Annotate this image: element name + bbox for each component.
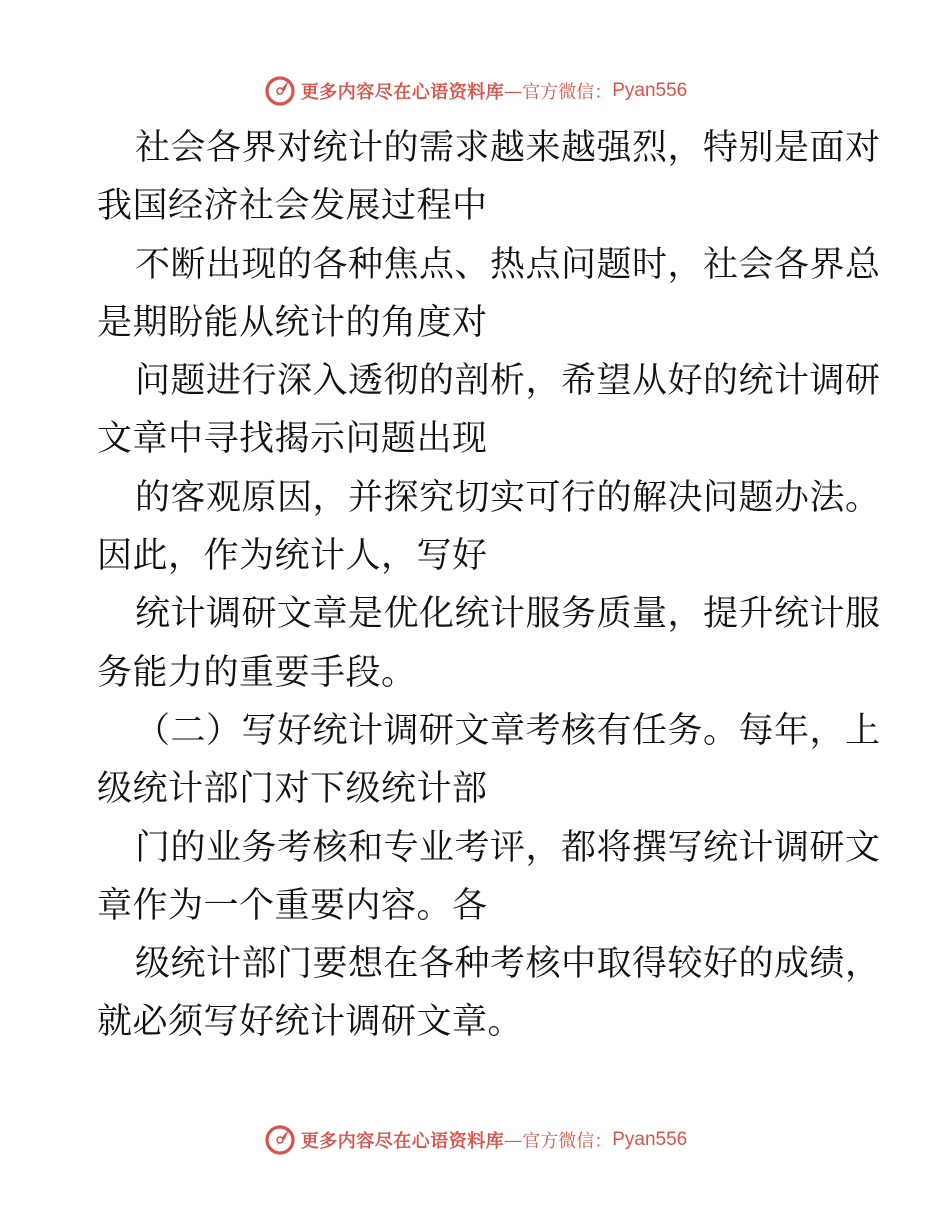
text-line: 级统计部门要想在各种考核中取得较好的成绩， (135, 944, 881, 985)
text-line: 文章中寻找揭示问题出现 (97, 419, 488, 460)
text-line: 问题进行深入透彻的剖析，希望从好的统计调研 (135, 361, 881, 402)
text-line: 门的业务考核和专业考评，都将撰写统计调研文 (135, 827, 881, 868)
footer-banner-separator: — (504, 1129, 523, 1151)
document-body (97, 119, 881, 1052)
text-line: 章作为一个重要内容。各 (97, 885, 488, 926)
text-line: 因此，作为统计人，写好 (97, 536, 488, 577)
text-line: 不断出现的各种焦点、热点问题时，社会各界总 (135, 244, 881, 285)
text-line: 就必须写好统计调研文章。 (97, 1002, 524, 1043)
text-line: 我国经济社会发展过程中 (97, 186, 488, 227)
text-line: 社会各界对统计的需求越来越强烈，特别是面对 (135, 128, 881, 168)
footer-wechat-id: Pyan556 (612, 1129, 688, 1150)
page-header (0, 71, 950, 111)
header-banner-separator: — (504, 80, 523, 102)
text-line: 的客观原因，并探究切实可行的解决问题办法。 (135, 477, 881, 518)
quill-logo-icon (263, 1123, 297, 1157)
page-footer (0, 1120, 950, 1160)
text-line: 务能力的重要手段。 (97, 652, 417, 693)
header-banner-text: 更多内容尽在心语资料库 (300, 82, 505, 103)
quill-logo-icon (263, 74, 297, 108)
header-wechat-id: Pyan556 (612, 80, 688, 101)
footer-banner-text: 更多内容尽在心语资料库 (300, 1131, 505, 1152)
header-wechat-label: 官方微信： (522, 82, 613, 103)
text-line: 统计调研文章是优化统计服务质量，提升统计服 (135, 594, 881, 635)
text-line: 级统计部门对下级统计部 (97, 769, 488, 810)
text-line: （二）写好统计调研文章考核有任务。每年，上 (135, 710, 881, 751)
footer-wechat-label: 官方微信： (522, 1131, 613, 1152)
text-line: 是期盼能从统计的角度对 (97, 302, 488, 343)
